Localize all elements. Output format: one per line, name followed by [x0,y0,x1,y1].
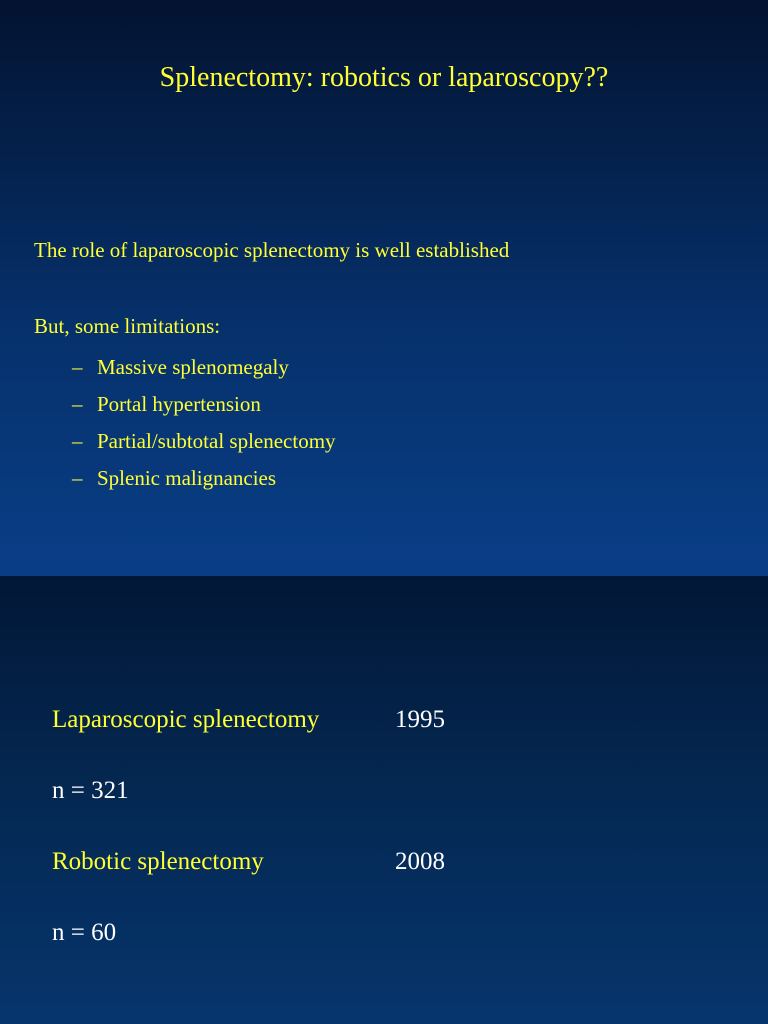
list-item [72,423,336,460]
robotic-label: Robotic splenectomy [52,848,264,875]
robotic-count: n = 60 [52,919,117,946]
dash-bullet-icon: – [72,466,83,490]
robotic-year: 2008 [395,848,445,875]
laparoscopic-label: Laparoscopic splenectomy [52,706,320,733]
list-item-text: Massive splenomegaly [97,355,289,379]
list-item [72,349,336,386]
list-item [72,460,336,497]
list-item-text: Splenic malignancies [97,466,277,490]
dash-bullet-icon: – [72,355,83,379]
laparoscopic-count: n = 321 [52,777,129,804]
slide-title: Splenectomy: robotics or laparoscopy?? [159,62,609,93]
intro-statement: The role of laparoscopic splenectomy is well established [34,238,510,262]
limitations-heading: But, some limitations: [34,314,221,338]
list-item-text: Partial/subtotal splenectomy [97,429,336,453]
limitations-list [72,349,336,497]
dash-bullet-icon: – [72,429,83,453]
dash-bullet-icon: – [72,392,83,416]
slide-timeline [0,576,768,1024]
laparoscopic-year: 1995 [395,706,445,733]
list-item-text: Portal hypertension [97,392,261,416]
list-item [72,386,336,423]
